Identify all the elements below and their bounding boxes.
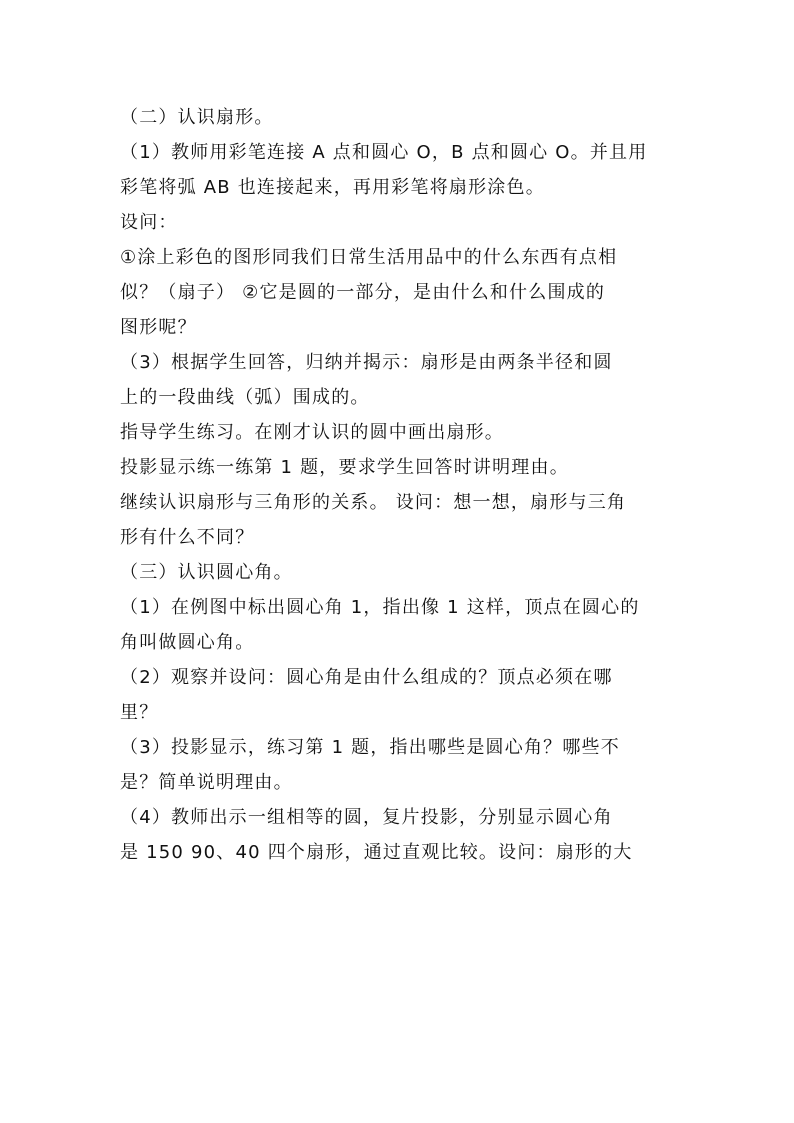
text-line: 继续认识扇形与三角形的关系。 设问：想一想，扇形与三角 <box>120 492 627 513</box>
text-line: 似？（扇子） ②它是圆的一部分，是由什么和什么围成的 <box>120 282 606 303</box>
text-line: 形有什么不同？ <box>120 527 255 548</box>
text-line: （1）在例图中标出圆心角 1，指出像 1 这样，顶点在圆心的 <box>120 597 640 618</box>
section-heading-sector: （二）认识扇形。 <box>120 107 274 128</box>
text-line: （3）投影显示，练习第 1 题，指出哪些是圆心角？哪些不 <box>120 737 620 758</box>
text-line: 是 150 90、40 四个扇形，通过直观比较。设问：扇形的大 <box>120 842 633 863</box>
text-line: 设问： <box>120 212 178 233</box>
text-line: 角叫做圆心角。 <box>120 632 255 653</box>
text-line: 里？ <box>120 702 159 723</box>
text-line: 是？简单说明理由。 <box>120 772 293 793</box>
text-line: （2）观察并设问：圆心角是由什么组成的？顶点必须在哪 <box>120 667 613 688</box>
text-line: 图形呢？ <box>120 317 197 338</box>
section-heading-central-angle: （三）认识圆心角。 <box>120 562 293 583</box>
text-line: 投影显示练一练第 1 题，要求学生回答时讲明理由。 <box>120 457 569 478</box>
document-body <box>120 100 680 870</box>
text-line: 上的一段曲线（弧）围成的。 <box>120 387 370 408</box>
text-line: ①涂上彩色的图形同我们日常生活用品中的什么东西有点相 <box>120 247 618 268</box>
text-line: 彩笔将弧 AB 也连接起来，再用彩笔将扇形涂色。 <box>120 177 545 198</box>
text-line: （3）根据学生回答，归纳并揭示：扇形是由两条半径和圆 <box>120 352 613 373</box>
text-line: 指导学生练习。在刚才认识的圆中画出扇形。 <box>120 422 504 443</box>
text-line: （1）教师用彩笔连接 A 点和圆心 O，B 点和圆心 O。并且用 <box>120 142 648 163</box>
text-line: （4）教师出示一组相等的圆，复片投影，分别显示圆心角 <box>120 807 613 828</box>
